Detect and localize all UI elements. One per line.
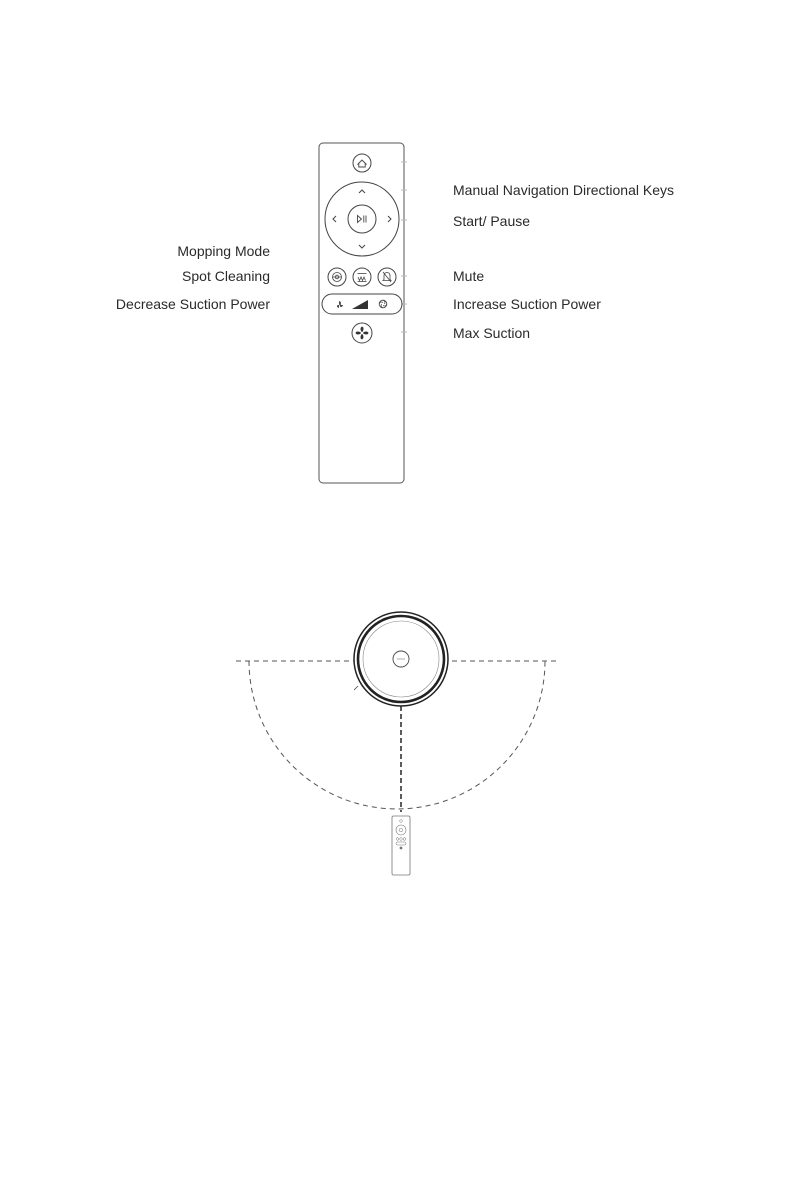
dpad — [325, 182, 399, 256]
fan-high-icon — [379, 300, 387, 308]
label-mopping-mode: Mopping Mode — [177, 243, 270, 259]
mopping-icon — [333, 273, 342, 282]
small-remote — [392, 816, 410, 875]
home-button — [353, 154, 371, 172]
mode-buttons-row — [328, 268, 396, 286]
robot-vacuum — [354, 612, 448, 706]
remote-control-diagram — [0, 0, 795, 500]
mute-button — [378, 268, 396, 286]
label-mute: Mute — [453, 268, 485, 284]
fan-low-icon — [337, 301, 343, 308]
mute-icon — [383, 272, 391, 282]
remote-range-diagram — [0, 590, 795, 890]
label-navigation-keys: Manual Navigation Directional Keys — [453, 182, 674, 198]
max-suction-button — [352, 323, 372, 343]
home-icon — [358, 160, 367, 167]
max-suction-icon — [356, 327, 369, 340]
play-pause-icon — [358, 216, 367, 223]
chevron-left-icon — [333, 216, 336, 222]
label-decrease-suction: Decrease Suction Power — [115, 296, 270, 312]
spot-cleaning-icon — [358, 274, 367, 282]
label-increase-suction: Increase Suction Power — [453, 296, 601, 312]
label-start-pause: Start/ Pause — [453, 213, 531, 229]
spot-cleaning-button — [353, 268, 371, 286]
remote-body — [319, 143, 404, 483]
label-max-suction: Max Suction — [453, 325, 531, 341]
power-level-icon — [352, 300, 368, 309]
chevron-down-icon — [359, 245, 365, 248]
label-spot-cleaning: Spot Cleaning — [182, 268, 270, 284]
mopping-mode-button — [328, 268, 346, 286]
chevron-up-icon — [359, 190, 365, 193]
chevron-right-icon — [388, 216, 391, 222]
suction-control-pill — [322, 294, 402, 314]
